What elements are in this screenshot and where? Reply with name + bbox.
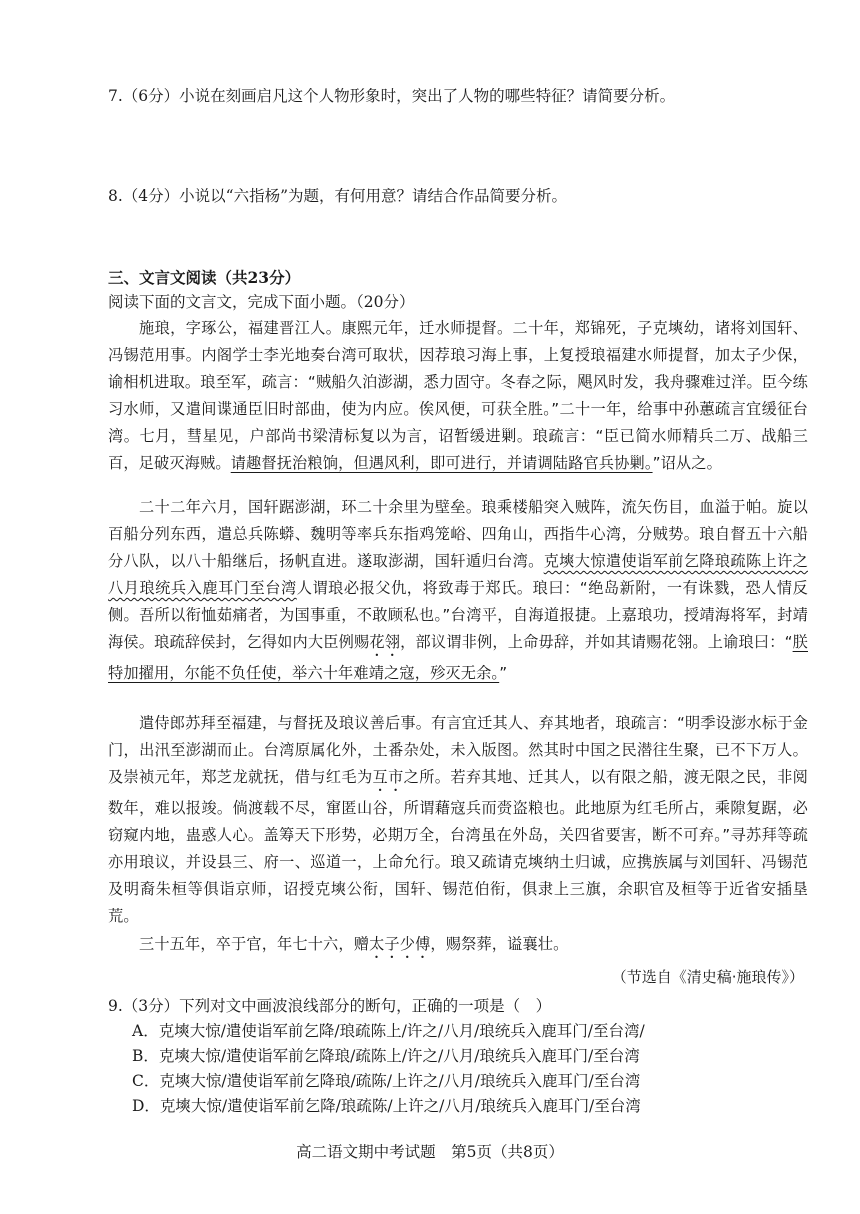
passage-text: 遣侍郎苏拜至福建，与督抚及琅议善后事。有言宜迁其人、弃其地者，琅疏言：“明季设澎水标于金门，出汛至澎湖而止。台湾原属化外，土番杂处，未入版图。然其时中国之民潜往生聚，已不下万人。及崇祯元年，郑芝龙就抚，借与红毛为: [108, 714, 808, 786]
question-8: 8.（4分）小说以“六指杨”为题，有何用意？请结合作品简要分析。: [108, 187, 568, 205]
underlined-sentence: 请趣督抚治粮饷，但遇风利，即可进行，并请调陆路官兵协剿。: [230, 454, 653, 472]
question-9-option-c: C．克塽大惊/遣使诣军前乞降琅/疏陈/上许之/八月/琅统兵入鹿耳门/至台湾: [132, 1072, 641, 1090]
passage-text: ，赐祭葬，谥襄壮。: [430, 935, 569, 953]
wavy-underlined-sentence: 克塽大惊遣使诣军前乞降琅疏陈上许之八月琅统兵入鹿耳门至台湾: [108, 552, 808, 597]
question-9-option-b: B．克塽大惊/遣使诣军前乞降琅/疏陈上/许之/八月/琅统兵入鹿耳门/至台湾: [132, 1047, 640, 1065]
dotted-term: 互市: [372, 768, 404, 786]
passage-text: 三十五年，卒于官，年七十六，赠: [139, 935, 370, 953]
question-7: 7.（6分）小说在刻画启凡这个人物形象时，突出了人物的哪些特征？请简要分析。: [108, 87, 676, 105]
passage-text: 施琅，字琢公，福建晋江人。康熙元年，迁水师提督。二十年，郑锦死，子克塽幼，诸将刘国轩、冯锡范用事。内阁学士李光地奏台湾可取状，因荐琅习海上事，上复授琅福建水师提督，加太子少保，谕相机进取。琅至军，疏言：“贼船久泊澎湖，悉力固守。冬春之际，飓风时发，我舟骤难过洋。臣今练习水师，又遣间谍通臣旧时部曲，使为内应。俟风便，可获全胜。”二十一年，给事中孙蕙疏言宜缓征台湾。七月，彗星见，户部尚书梁清标复以为言，诏暂缓进剿。琅疏言：“臣已简水师精兵二万、战船三百，足破灭海贼。: [108, 319, 808, 472]
passage-text: 之所。若弃其地、迁其人，以有限之船，渡无限之民，非阅数年，难以报竣。倘渡载不尽，窜匿山谷，所谓藉寇兵而赍盗粮也。此地原为红毛所占，乘隙复踞，必窃窥内地，蛊惑人心。盖筹天下形势，必期万全，台湾虽在外岛，关四省要害，断不可弃。”寻苏拜等疏亦用琅议，并设县三、府一、巡道一，上命允行。琅又疏请克塽纳土归诚，应携族属与刘国轩、冯锡范及明裔朱桓等俱诣京师，诏授克塽公衔，国轩、锡范伯衔，俱隶上三旗，余职官及桓等于近省安插垦荒。: [108, 768, 808, 925]
question-9-option-a: A．克塽大惊/遣使诣军前乞降/琅疏陈上/许之/八月/琅统兵入鹿耳门/至台湾/: [132, 1022, 645, 1040]
passage-text: ，部议谓非例，上命毋辞，并如其请赐花翎。上谕琅曰：“: [400, 633, 793, 651]
passage-text: ”: [499, 664, 508, 682]
passage-paragraph-4: [108, 931, 808, 962]
dotted-term: 太子少傅: [369, 935, 431, 953]
passage-paragraph-3: [108, 710, 808, 930]
dotted-term: 花翎: [369, 633, 401, 651]
question-9-option-d: D．克塽大惊/遣使诣军前乞降/琅疏陈/上许之/八月/琅统兵入鹿耳门/至台湾: [132, 1097, 641, 1115]
passage-text: 人谓琅必报父仇，将致毒于郑氏。琅曰：“绝岛新附，一有诛戮，恐人情反侧。吾所以衔恤茹痛者，为国事重，不敢顾私也。”台湾平，自海道报捷。上嘉琅功，授靖海将军，封靖海侯。琅疏辞侯封，乞得如内大臣例赐: [108, 579, 808, 651]
passage-paragraph-1: [108, 315, 808, 477]
passage-text: ”诏从之。: [652, 454, 722, 472]
passage-paragraph-2: [108, 494, 808, 687]
page-footer: 高二语文期中考试题 第5页（共8页）: [296, 1143, 564, 1161]
section-heading: 三、文言文阅读（共23分）: [108, 268, 301, 287]
question-9-stem: 9.（3分）下列对文中画波浪线部分的断句，正确的一项是（ ）: [108, 997, 552, 1015]
section-intro: 阅读下面的文言文，完成下面小题。（20分）: [108, 293, 415, 311]
passage-text: 二十二年六月，国轩踞澎湖，环二十余里为壁垒。琅乘楼船突入贼阵，流矢伤目，血溢于帕。旋以百船分列东西，遣总兵陈蟒、魏明等率兵东指鸡笼峪、四角山，西指牛心湾，分贼势。琅自督五十六船分八队，以八十船继后，扬帆直进。遂取澎湖，国轩遁归台湾。: [108, 498, 808, 570]
underlined-sentence: 朕特加擢用，尔能不负任使，举六十年难靖之寇，殄灭无余。: [108, 633, 808, 682]
passage-source: （节选自《清史稿·施琅传》）: [611, 968, 804, 986]
